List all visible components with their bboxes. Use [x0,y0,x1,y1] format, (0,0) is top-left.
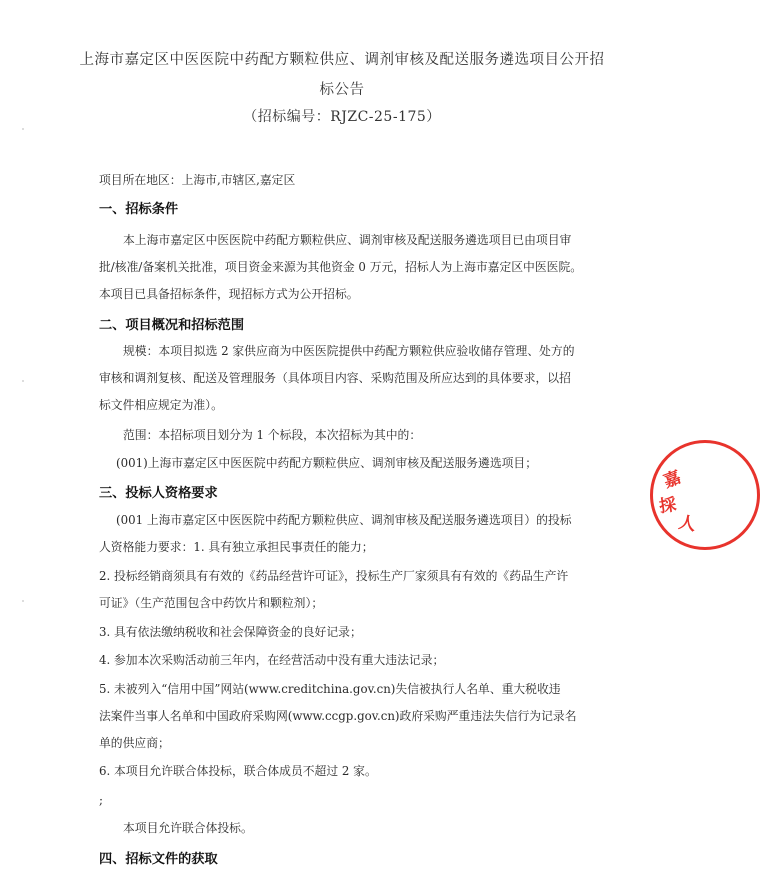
section-1-line: 批/核准/备案机关批准，项目资金来源为其他资金 0 万元，招标人为上海市嘉定区中医医院。 [99,260,583,274]
document-title-line-2: 标公告 [319,82,365,98]
section-3-line: 4. 参加本次采购活动前三年内，在经营活动中没有重大违法记录； [99,653,445,667]
scan-speck [22,128,24,130]
section-heading-3: 三、投标人资格要求 [99,486,218,501]
section-3-line: 2. 投标经销商须具有有效的《药品经营许可证》，投标生产厂家须具有有效的《药品生产许 [99,569,569,583]
project-region: 项目所在地区：上海市,市辖区,嘉定区 [99,173,296,187]
section-2-line: 范围：本招标项目划分为 1 个标段，本次招标为其中的： [123,428,422,442]
official-seal-stamp [650,440,760,550]
section-3-line: (001 上海市嘉定区中医医院中药配方颗粒供应、调剂审核及配送服务遴选项目）的投标 [116,513,572,527]
seal-char: 採 [658,494,678,518]
section-1-line: 本上海市嘉定区中医医院中药配方颗粒供应、调剂审核及配送服务遴选项目已由项目审 [123,233,572,247]
section-3-line: ; [99,793,103,807]
section-heading-2: 二、项目概况和招标范围 [99,318,245,333]
section-3-line: 人资格能力要求：1. 具有独立承担民事责任的能力； [99,540,374,554]
section-1-line: 本项目已具备招标条件，现招标方式为公开招标。 [99,287,359,301]
section-2-line: 规模：本项目拟选 2 家供应商为中医医院提供中药配方颗粒供应验收储存管理、处方的 [123,344,575,358]
section-heading-4: 四、招标文件的获取 [99,852,218,867]
scan-speck [22,600,24,602]
section-2-line: (001)上海市嘉定区中医医院中药配方颗粒供应、调剂审核及配送服务遴选项目； [116,456,538,470]
section-3-line: 3. 具有依法缴纳税收和社会保障资金的良好记录； [99,625,362,639]
section-3-line: 5. 未被列入“信用中国”网站(www.creditchina.gov.cn)失信被执行人名单、重大税收违 [99,682,561,696]
section-heading-1: 一、招标条件 [99,202,179,217]
section-3-line: 6. 本项目允许联合体投标，联合体成员不超过 2 家。 [99,764,377,778]
bid-number: （招标编号：RJZC-25-175） [243,109,441,125]
scan-speck [22,380,24,382]
section-3-line: 本项目允许联合体投标。 [123,821,253,835]
section-3-line: 可证》（生产范围包含中药饮片和颗粒剂）； [99,596,324,610]
section-3-line: 单的供应商； [99,736,170,750]
seal-char: 嘉 [660,467,684,493]
section-2-line: 审核和调剂复核、配送及管理服务（具体项目内容、采购范围及所应达到的具体要求，以招 [99,371,571,385]
seal-char: 人 [676,512,698,536]
document-title-line-1: 上海市嘉定区中医医院中药配方颗粒供应、调剂审核及配送服务遴选项目公开招 [79,52,605,68]
section-3-line: 法案件当事人名单和中国政府采购网(www.ccgp.gov.cn)政府采购严重违法失信行为记录名 [99,709,577,723]
section-2-line: 标文件相应规定为准）。 [99,398,223,412]
